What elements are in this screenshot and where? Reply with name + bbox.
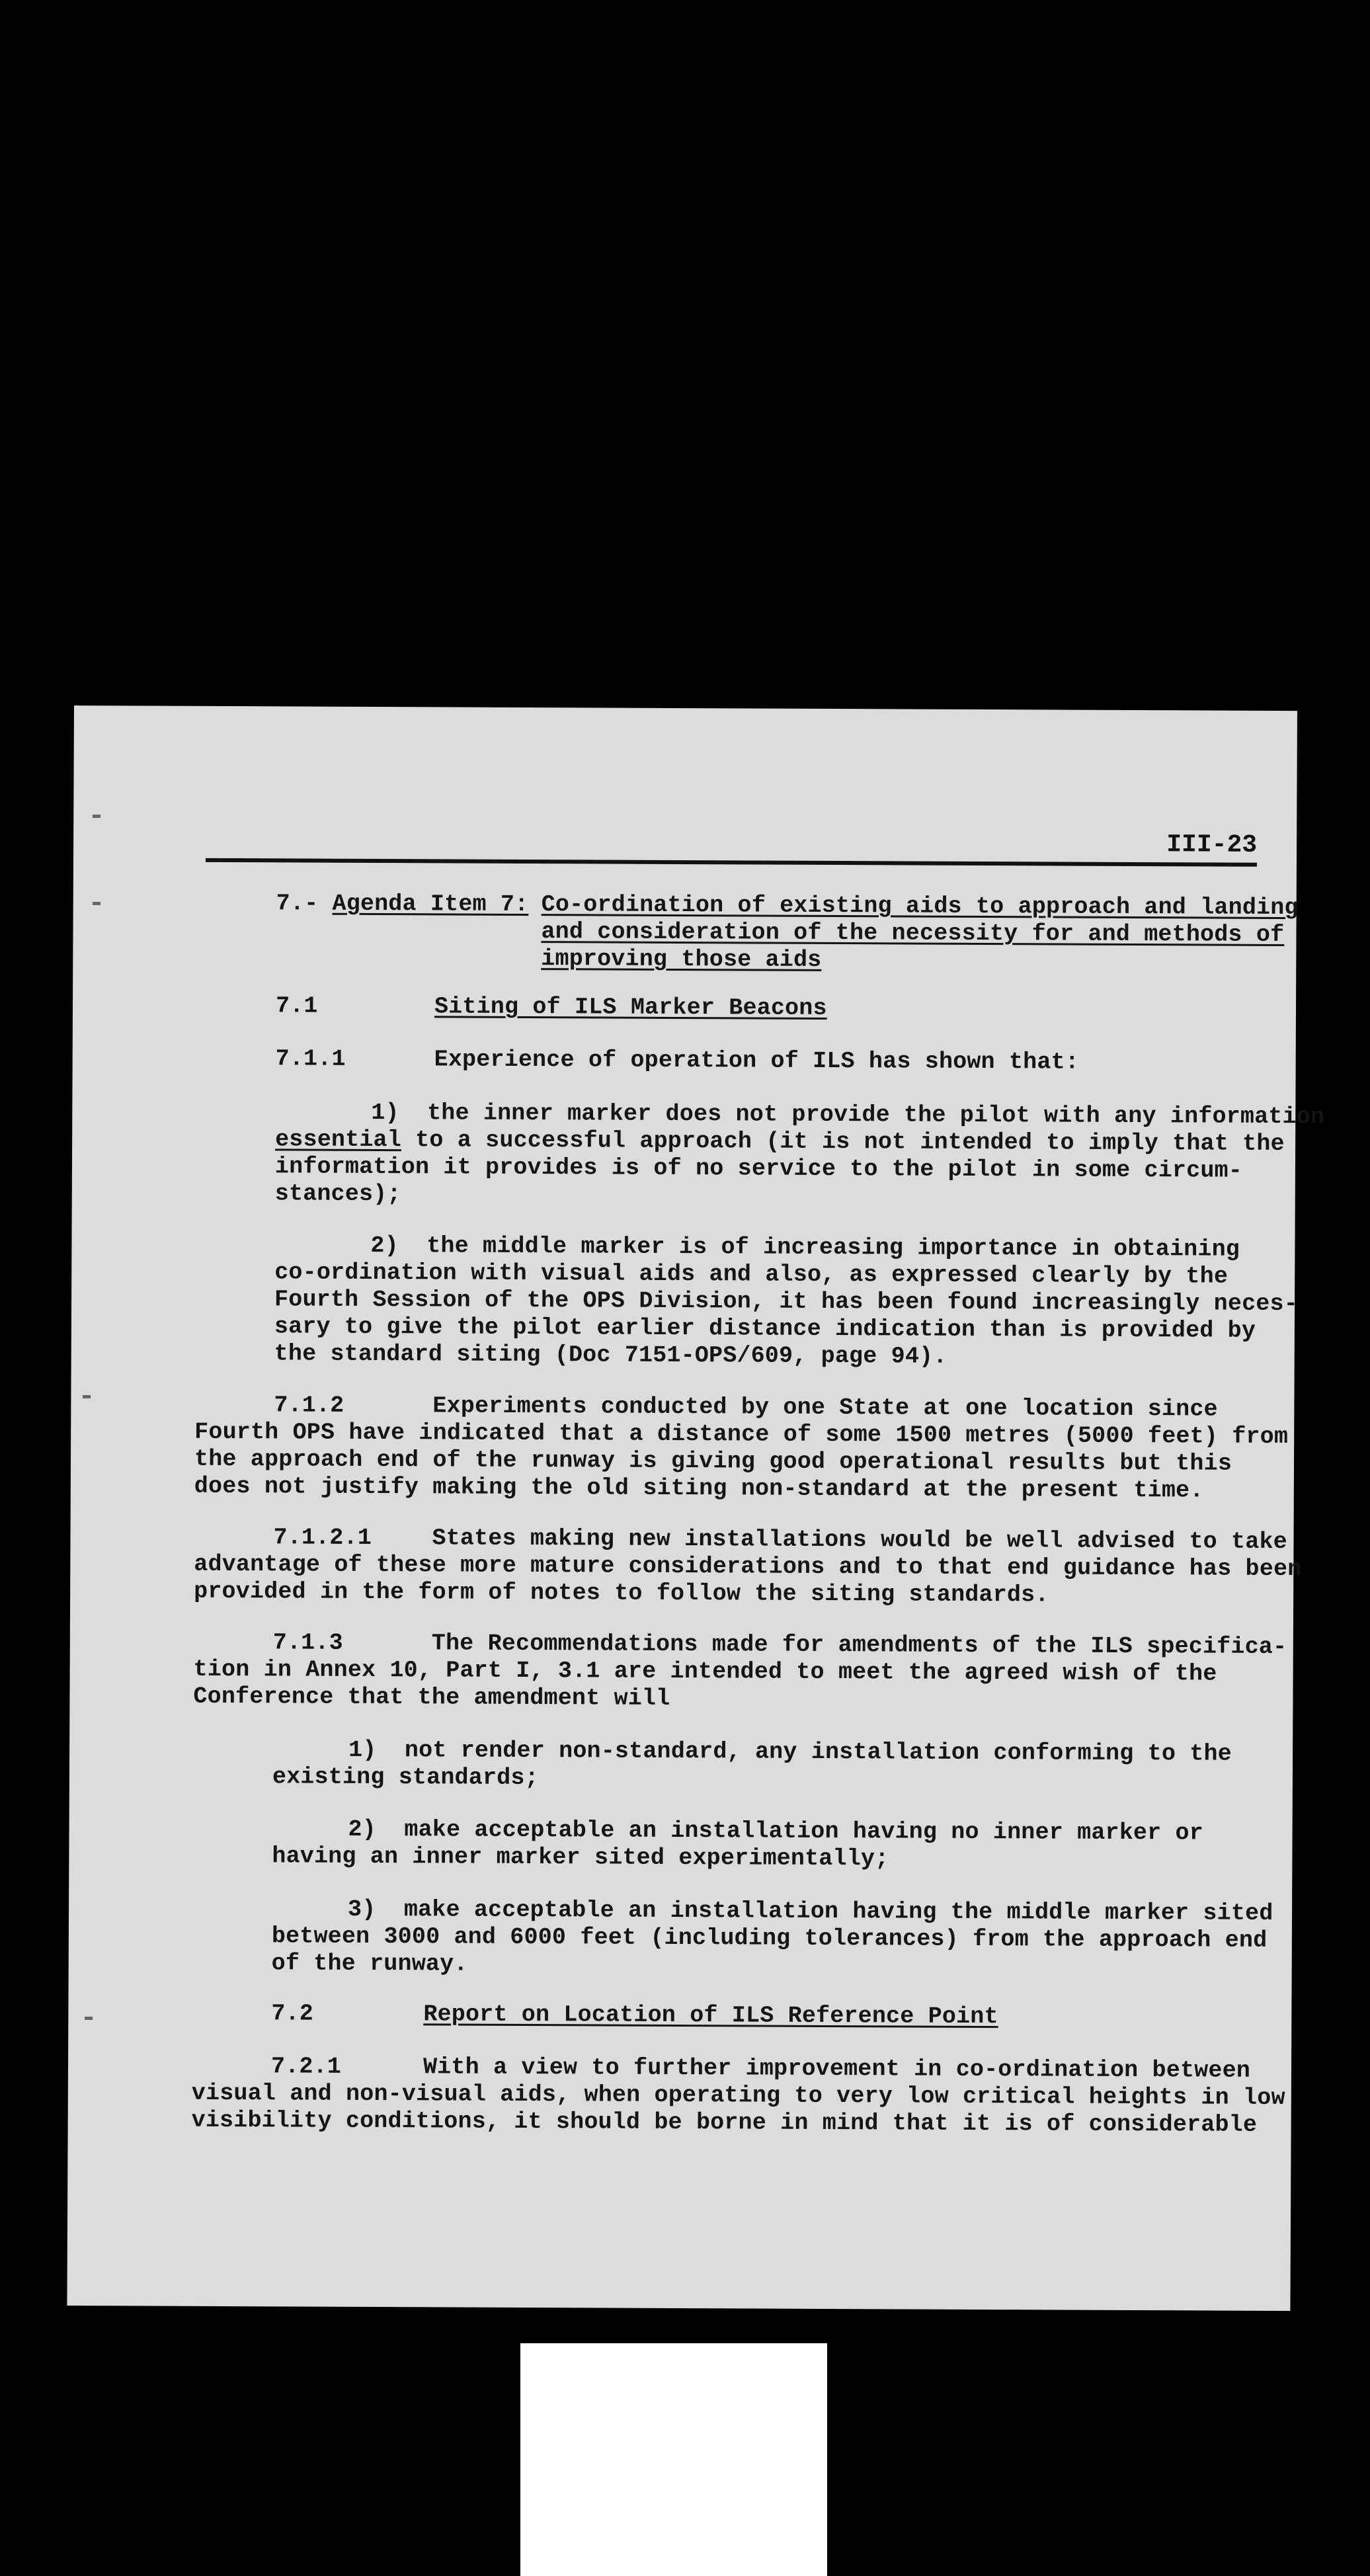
paragraph-text: Conference that the amendment will xyxy=(193,1683,670,1712)
paragraph-text: The Recommendations made for amendments of the ILS specifica- xyxy=(431,1630,1287,1661)
paragraph-text: tion in Annex 10, Part I, 3.1 are intended to meet the agreed wish of the xyxy=(193,1656,1217,1687)
agenda-title-line: improving those aids xyxy=(541,946,822,973)
list-item-text: Fourth Session of the OPS Division, it has been found increasingly neces- xyxy=(274,1286,1299,1318)
list-item-text: 2) make acceptable an installation having no inner marker or xyxy=(348,1816,1204,1847)
list-item-text: sary to give the pilot earlier distance indication than is provided by xyxy=(274,1313,1256,1344)
paragraph-text: Experience of operation of ILS has shown that: xyxy=(434,1046,1080,1076)
paragraph-text: advantage of these more mature considerations and to that end guidance has been xyxy=(194,1550,1302,1583)
scan-mark xyxy=(93,815,101,818)
paragraph-text: Experiments conducted by one State at one location since xyxy=(432,1392,1218,1423)
scan-mark xyxy=(85,2017,93,2020)
list-item-text: stances); xyxy=(274,1180,401,1208)
paragraph-number: 7.1.2 xyxy=(274,1392,344,1419)
list-item-text: information it provides is of no service to the pilot in some circum- xyxy=(274,1153,1243,1184)
paragraph-text: the approach end of the runway is giving good operational results but this xyxy=(194,1445,1232,1477)
list-item-text: between 3000 and 6000 feet (including tolerances) from the approach end xyxy=(271,1923,1268,1954)
paragraph-text: does not justify making the old siting non-standard at the present time. xyxy=(194,1472,1204,1504)
page-number: III-23 xyxy=(1166,830,1258,860)
paragraph-number: 7.2.1 xyxy=(270,2053,342,2080)
white-slip xyxy=(520,2343,827,2576)
paragraph-text: Fourth OPS have indicated that a distance of some 1500 metres (5000 feet) from xyxy=(194,1418,1289,1451)
list-item-text: 1) not render non-standard, any installation conforming to the xyxy=(348,1736,1232,1767)
list-item-text: co-ordination with visual aids and also, as expressed clearly by the xyxy=(274,1259,1229,1290)
paragraph-text: provided in the form of notes to follow the siting standards. xyxy=(194,1578,1049,1609)
list-item-text: having an inner marker sited experimentally; xyxy=(272,1843,889,1872)
scan-mark xyxy=(93,902,101,905)
section-number: 7.1 xyxy=(275,992,318,1020)
section-number: 7.2 xyxy=(271,2000,314,2027)
header-rule xyxy=(206,858,1257,867)
document-page xyxy=(67,705,1325,2311)
list-item-text: 3) make acceptable an installation having the middle marker sited xyxy=(347,1896,1273,1927)
section-title: Siting of ILS Marker Beacons xyxy=(434,993,827,1022)
agenda-title-line: and consideration of the necessity for and methods of xyxy=(541,918,1285,948)
agenda-title-line: Co-ordination of existing aids to approach and landing xyxy=(541,891,1299,922)
paragraph-number: 7.1.2.1 xyxy=(273,1524,372,1551)
paragraph-text: States making new installations would be well advised to take xyxy=(432,1525,1288,1556)
list-item-text: existing standards; xyxy=(272,1763,539,1792)
list-item-text: the standard siting (Doc 7151-OPS/609, page 94). xyxy=(274,1340,947,1370)
scan-mark xyxy=(83,1395,91,1398)
list-item-text: 1) the inner marker does not provide the pilot with any information xyxy=(371,1099,1325,1131)
paragraph-text: With a view to further improvement in co-ordination between xyxy=(423,2054,1251,2084)
section-title: Report on Location of ILS Reference Point xyxy=(423,2001,998,2031)
list-item-text: 2) the middle marker is of increasing importance in obtaining xyxy=(370,1232,1240,1263)
paragraph-text: visibility conditions, it should be borne in mind that it is of considerable xyxy=(191,2107,1258,2138)
paragraph-number: 7.1.1 xyxy=(275,1045,346,1072)
list-item-text: essential to a successful approach (it is not intended to imply that the xyxy=(275,1126,1285,1157)
paragraph-text: visual and non-visual aids, when operating to very low critical heights in low xyxy=(191,2079,1285,2112)
agenda-item-heading: 7.- Agenda Item 7: xyxy=(276,890,529,918)
paragraph-number: 7.1.3 xyxy=(272,1629,343,1656)
list-item-text: of the runway. xyxy=(271,1950,468,1978)
